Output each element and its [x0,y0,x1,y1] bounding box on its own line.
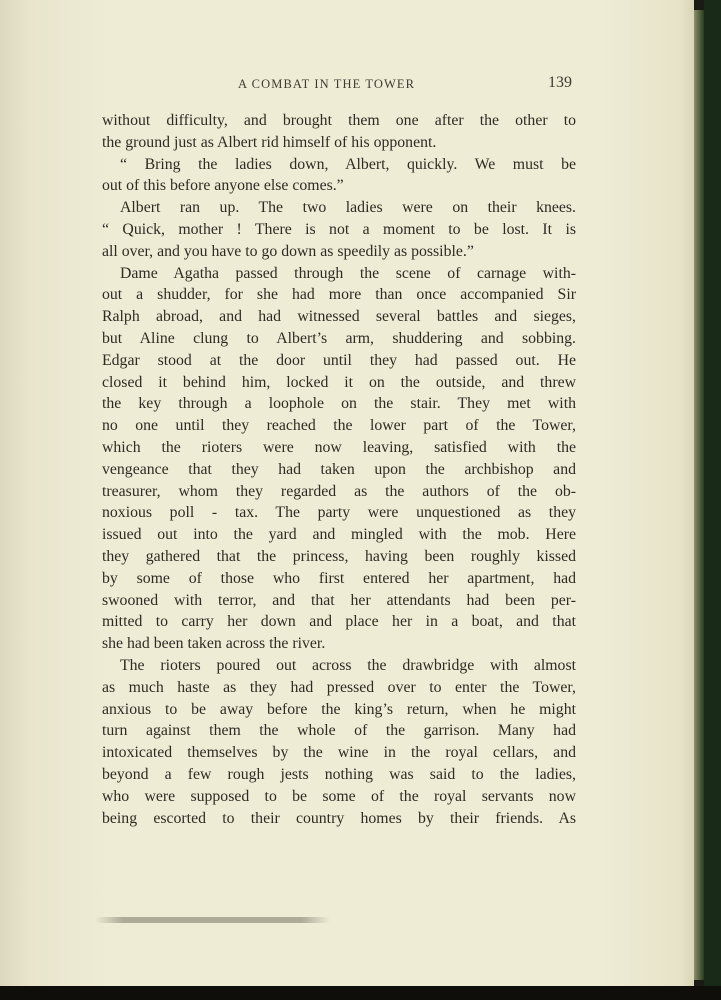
print-smudge [95,917,330,923]
text-line: anxious to be away before the king’s return, when he might [102,700,576,718]
page-edge [694,10,704,980]
text-line: intoxicated themselves by the wine in the royal cellars, and [102,744,576,762]
text-line: Dame Agatha passed through the scene of carnage with- [120,264,576,282]
text-line: closed it behind him, locked it on the outside, and threw [102,373,576,391]
text-line: by some of those who first entered her apartment, had [102,569,576,587]
text-line: swooned with terror, and that her attendants had been per- [102,591,576,609]
text-line: which the rioters were now leaving, satisfied with the [102,438,576,456]
text-line: she had been taken across the river. [102,635,326,653]
text-line: issued out into the yard and mingled with the mob. Here [102,526,576,544]
text-line: they gathered that the princess, having been roughly kissed [102,547,576,565]
text-line: as much haste as they had pressed over to enter the Tower, [102,678,576,696]
text-line: The rioters poured out across the drawbridge with almost [120,656,576,674]
text-line: all over, and you have to go down as speedily as possible.” [102,242,474,260]
text-line: vengeance that they had taken upon the archbishop and [102,460,576,478]
text-line: Albert ran up. The two ladies were on their knees. [120,199,576,217]
text-line: being escorted to their country homes by their friends. As [102,809,576,827]
text-line: treasurer, whom they regarded as the authors of the ob- [102,482,576,500]
running-header [0,74,694,96]
text-line: Edgar stood at the door until they had passed out. He [102,351,576,369]
text-line: “ Bring the ladies down, Albert, quickly. We must be [120,155,576,173]
text-line: Ralph abroad, and had witnessed several battles and sieges, [102,308,576,326]
scan-bottom-edge [0,986,721,1000]
text-line: who were supposed to be some of the royal servants now [102,787,576,805]
body-text [102,110,576,829]
text-line: mitted to carry her down and place her in a boat, and that [102,613,576,631]
text-line: the ground just as Albert rid himself of his opponent. [102,133,437,151]
text-line: out of this before anyone else comes.” [102,177,344,195]
text-line: “ Quick, mother ! There is not a moment to be lost. It is [102,220,576,238]
running-title: A COMBAT IN THE TOWER [238,77,416,91]
text-line: without difficulty, and brought them one after the other to [102,112,576,129]
text-line: no one until they reached the lower part of the Tower, [102,417,576,435]
text-line: beyond a few rough jests nothing was said to the ladies, [102,765,576,783]
page-number: 139 [548,74,572,91]
text-line: but Aline clung to Albert’s arm, shuddering and sobbing. [102,329,576,347]
text-line: the key through a loophole on the stair. They met with [102,395,576,413]
text-line: out a shudder, for she had more than once accompanied Sir [102,286,576,304]
text-line: turn against them the whole of the garrison. Many had [102,722,576,740]
text-line: noxious poll - tax. The party were unquestioned as they [102,504,576,522]
book-cover-edge [704,0,721,1000]
